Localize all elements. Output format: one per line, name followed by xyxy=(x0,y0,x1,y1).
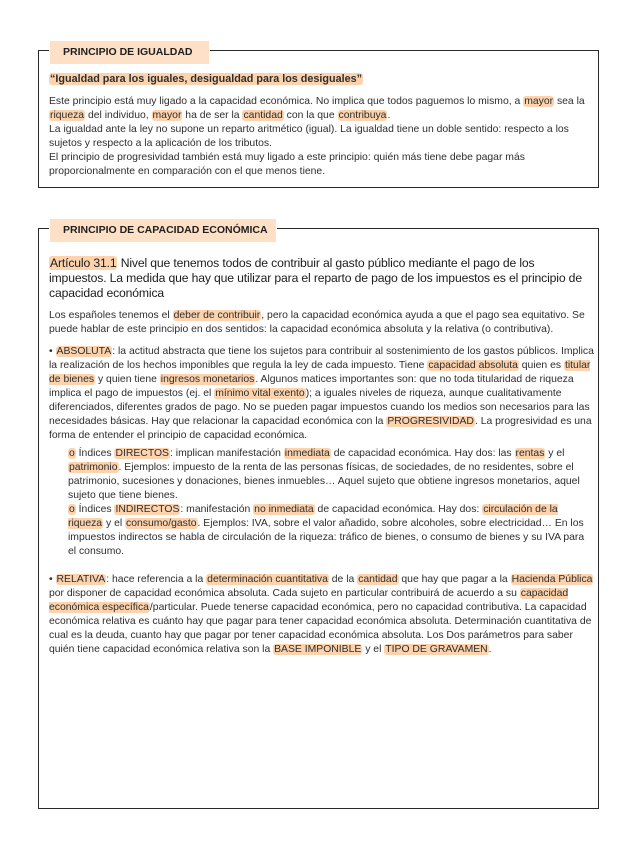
section-capacidad-title: PRINCIPIO DE CAPACIDAD ECONÓMICA xyxy=(49,218,277,243)
quote-line xyxy=(49,72,594,86)
paragraph-igualdad-2: La igualdad ante la ley no supone un reparto aritmético (igual). La igualdad tiene un doble sentido: respecto a los sujetos y respecto a la aplicación de los tributos. xyxy=(49,124,569,149)
highlight-progresividad: PROGRESIVIDAD xyxy=(387,416,474,427)
highlight-mayor-2: mayor xyxy=(152,110,182,121)
highlight-directos: DIRECTOS xyxy=(115,448,169,459)
highlight-rentas: rentas xyxy=(515,448,545,459)
highlight-cantidad: cantidad xyxy=(243,110,283,121)
highlight-absoluta: ABSOLUTA xyxy=(56,346,112,357)
highlight-contribuya: contribuya xyxy=(338,110,387,121)
highlight-articulo: Artículo 31.1 xyxy=(50,256,117,270)
highlight-hacienda-publica: Hacienda Pública xyxy=(511,574,593,585)
bullet-o-indirectos: o xyxy=(69,504,75,515)
highlight-riqueza: riqueza xyxy=(50,110,85,121)
highlight-deber-contribuir: deber de contribuir xyxy=(173,310,261,321)
highlight-minimo-vital: mínimo vital exento xyxy=(215,388,305,399)
section-igualdad-body xyxy=(49,72,594,179)
highlight-relativa: RELATIVA xyxy=(56,574,106,585)
highlight-capacidad-absoluta: capacidad absoluta xyxy=(428,360,518,371)
highlight-tipo-gravamen: TIPO DE GRAVAMEN xyxy=(385,644,488,655)
section-capacidad-body xyxy=(49,256,594,657)
paragraph-igualdad-1: Este principio está muy ligado a la capacidad económica. No implica que todos paguemos lo mismo, a mayor sea la riqueza del individuo, mayor ha de ser la cantidad con la que contribuya. xyxy=(49,96,585,121)
highlight-titular-bienes: titular de bienes xyxy=(49,360,591,385)
highlight-determinacion-cuantitativa: determinación cuantitativa xyxy=(207,574,328,585)
highlight-cantidad-relativa: cantidad xyxy=(358,574,398,585)
highlight-circulacion-riqueza: circulación de la riqueza xyxy=(68,504,558,529)
article-lead: Artículo 31.1 Nivel que tenemos todos de contribuir al gasto público mediante el pago de los impuestos. La medida que hay que utilizar para el reparto de pago de los impuestos es el principio de capacidad económica xyxy=(49,256,582,300)
paragraph-directos: o Índices DIRECTOS: implican manifestación inmediata de capacidad económica. Hay dos: las rentas y el patrimonio. Ejemplos: impuesto de la renta de las personas físicas, de sociedades, de no residentes, sobre el patrimonio, sucesiones y donaciones, bienes inmuebles… Aquel sujeto que obtiene ingresos monetarios, aquel sujeto que tiene bienes. xyxy=(68,448,580,501)
highlight-indirectos: INDIRECTOS xyxy=(115,504,180,515)
bullet-o-directos: o xyxy=(69,448,75,459)
highlight-quote: “Igualdad para los iguales, desigualdad para los desiguales” xyxy=(50,73,363,85)
paragraph-indirectos: o Índices INDIRECTOS: manifestación no inmediata de capacidad económica. Hay dos: circulación de la riqueza y el consumo/gasto. Ejemplos: IVA, sobre el valor añadido, sobre alcoholes, sobre electricidad… En los impuestos indirectos se habla de circulación de la riqueza: tráfico de bienes, o consumo de bienes y su IVA para el consumo. xyxy=(68,504,585,557)
paragraph-igualdad-3: El principio de progresividad también está muy ligado a este principio: quién más tiene debe pagar más proporcionalmente en comparación con el que menos tiene. xyxy=(49,152,525,177)
highlight-mayor: mayor xyxy=(524,96,554,107)
highlight-ingresos-monetarios: ingresos monetarios xyxy=(160,374,255,385)
highlight-base-imponible: BASE IMPONIBLE xyxy=(274,644,362,655)
paragraph-intro: Los españoles tenemos el deber de contribuir, pero la capacidad económica ayuda a que el pago sea equitativo. Se puede hablar de este principio en dos sentidos: la capacidad económica absoluta y la relativa (o contributiva). xyxy=(49,310,585,335)
highlight-capacidad-especifica: capacidad económica específica xyxy=(49,588,569,613)
highlight-patrimonio: patrimonio xyxy=(69,462,118,473)
highlight-no-inmediata: no inmediata xyxy=(254,504,314,515)
paragraph-relativa: • RELATIVA: hace referencia a la determinación cuantitativa de la cantidad que hay que pagar a la Hacienda Pública por disponer de capacidad económica absoluta. Cada sujeto en particular contribuirá de acuerdo a su capacidad económica específica/particular. Puede tenerse capacidad económica, pero no capacidad contributiva. La capacidad económica relativa es cuánto hay que pagar para tener capacidad económica absoluta. Determinación cuantitativa de cual es la deuda, cuanto hay que pagar por tener capacidad económica absoluta. Los Dos parámetros para saber quién tiene capacidad económica relativa son la BASE IMPONIBLE y el TIPO DE GRAVAMEN. xyxy=(49,574,593,655)
section-igualdad-title: PRINCIPIO DE IGUALDAD xyxy=(49,40,210,65)
paragraph-absoluta: • ABSOLUTA: la actitud abstracta que tiene los sujetos para contribuir al sostenimiento de los gastos públicos. Implica la realización de los hechos imponibles que regula la ley de cada impuesto. Tiene capacidad absoluta quien es titular de bienes y quien tiene ingresos monetarios. Algunos matices importantes son: que no toda titularidad de riqueza implica el pago de impuestos (ej. el mínimo vital exento); a iguales niveles de riqueza, aunque cualitativamente diferenciados, diferentes grados de pago. No se pueden pagar impuestos cuando los medios son necesarios para las necesidades básicas. Hay que relacionar la capacidad económica con la PROGRESIVIDAD. La progresividad es una forma de entender el principio de capacidad económica. xyxy=(49,346,594,441)
highlight-inmediata: inmediata xyxy=(284,448,330,459)
highlight-consumo-gasto: consumo/gasto xyxy=(126,518,197,529)
